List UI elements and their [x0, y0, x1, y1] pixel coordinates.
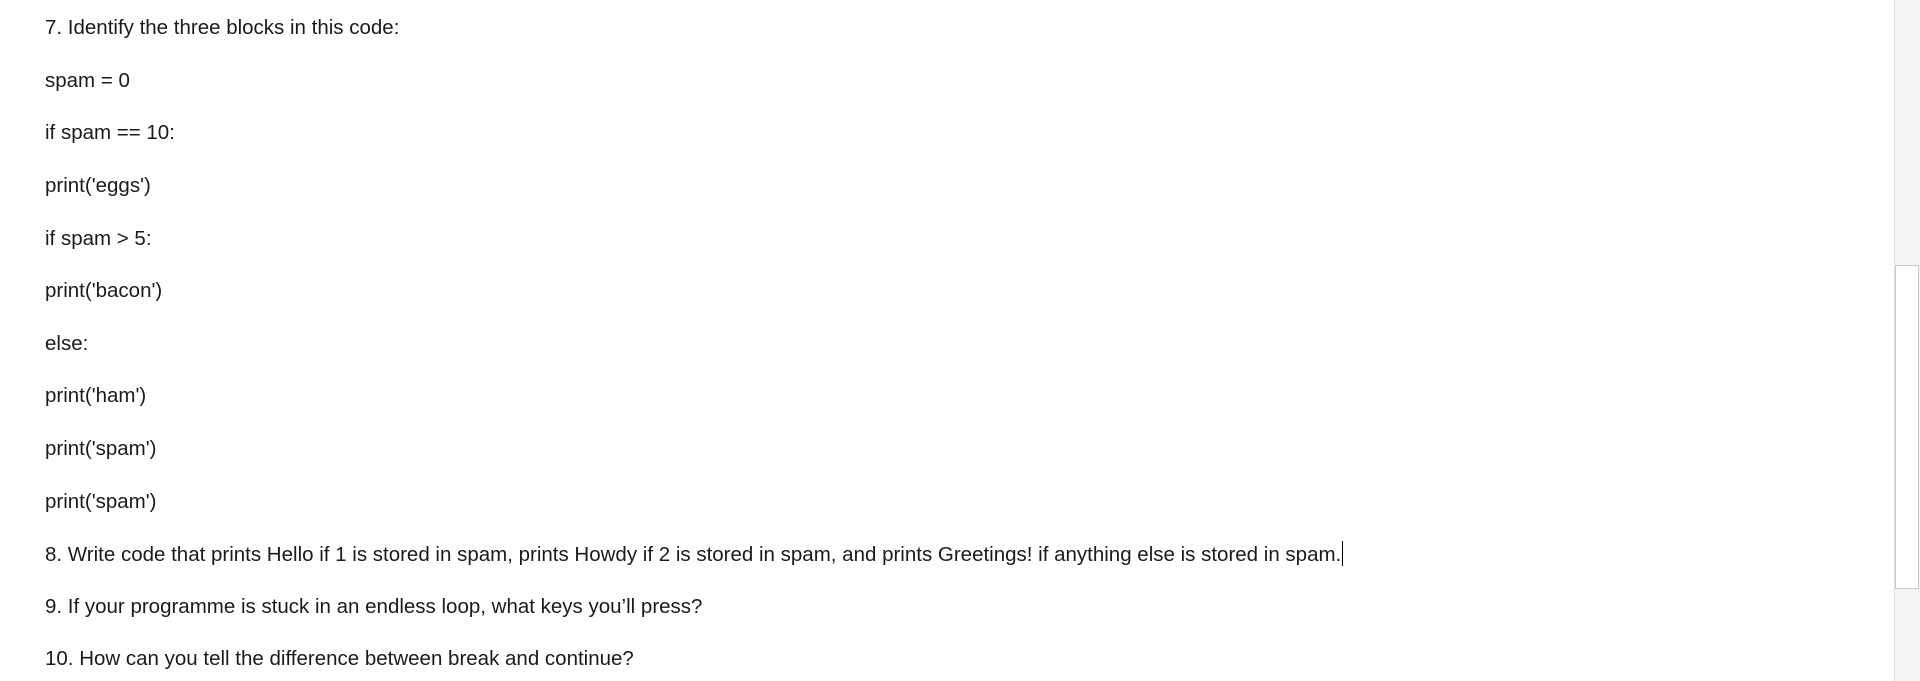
text-cursor	[1342, 541, 1343, 566]
scrollbar-thumb[interactable]	[1895, 265, 1919, 589]
question-7-paragraph: 7. Identify the three blocks in this code:	[45, 16, 400, 39]
code-line-print-bacon: print('bacon')	[45, 279, 163, 302]
code-line-print-spam-1: print('spam')	[45, 437, 157, 460]
code-line-print-eggs: print('eggs')	[45, 174, 151, 197]
code-line-if-spam-10: if spam == 10:	[45, 121, 175, 144]
code-line-if-spam-5: if spam > 5:	[45, 227, 152, 250]
code-line-print-spam-2: print('spam')	[45, 490, 157, 513]
code-line-spam-assign: spam = 0	[45, 69, 130, 92]
question-8-text: 8. Write code that prints Hello if 1 is stored in spam, prints Howdy if 2 is stored in spam, and prints Greetings! if anything else is stored in spam.	[45, 543, 1342, 566]
question-9-paragraph: 9. If your programme is stuck in an endless loop, what keys you’ll press?	[45, 595, 703, 618]
code-line-else: else:	[45, 332, 89, 355]
code-line-print-ham: print('ham')	[45, 384, 147, 407]
question-10-paragraph: 10. How can you tell the difference between break and continue?	[45, 647, 634, 670]
question-8-paragraph	[45, 541, 1343, 568]
